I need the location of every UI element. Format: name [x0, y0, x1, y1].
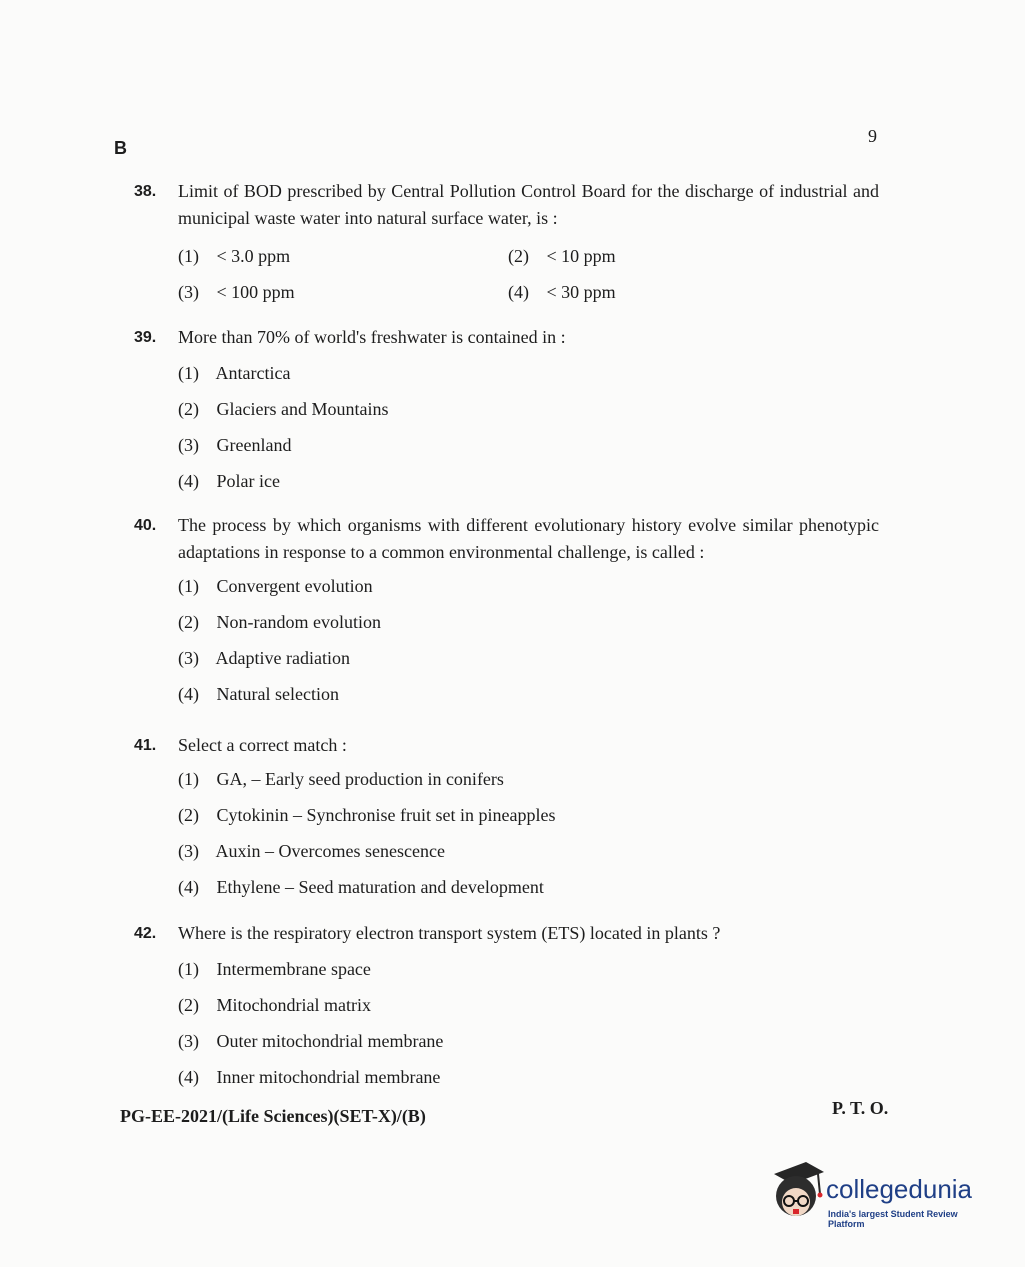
option-text: Convergent evolution	[216, 576, 373, 596]
question-number: 39.	[134, 329, 157, 346]
option-number: (4)	[508, 282, 529, 302]
option-3	[178, 833, 879, 869]
option-3	[178, 274, 508, 310]
option-2	[178, 987, 879, 1023]
option-number: (3)	[178, 1031, 199, 1051]
option-text: Inner mitochondrial membrane	[216, 1067, 441, 1087]
option-text: < 100 ppm	[216, 282, 295, 302]
question-42	[134, 920, 879, 1095]
question-40	[134, 512, 879, 712]
option-text: Non-random evolution	[216, 612, 381, 632]
option-text: Adaptive radiation	[215, 648, 350, 668]
option-4	[178, 463, 879, 499]
option-text: Natural selection	[216, 684, 339, 704]
option-1	[178, 761, 879, 797]
option-4	[508, 274, 838, 310]
brand-name: collegedunia	[826, 1174, 973, 1204]
option-4	[178, 869, 879, 905]
option-1	[178, 238, 508, 274]
question-38	[134, 178, 879, 310]
option-text: Auxin – Overcomes senescence	[215, 841, 445, 861]
option-number: (1)	[178, 959, 199, 979]
option-number: (1)	[178, 363, 199, 383]
mascot-icon	[766, 1160, 826, 1230]
option-number: (4)	[178, 684, 199, 704]
brand-tagline: India's largest Student Review Platform	[828, 1209, 958, 1229]
option-3	[178, 1023, 879, 1059]
pto-label: P. T. O.	[832, 1098, 889, 1118]
option-2	[178, 604, 879, 640]
set-letter: B	[114, 138, 127, 158]
option-number: (3)	[178, 282, 199, 302]
option-text: Mitochondrial matrix	[216, 995, 371, 1015]
option-number: (4)	[178, 877, 199, 897]
option-1	[178, 355, 879, 391]
option-text: < 10 ppm	[546, 246, 616, 266]
option-number: (2)	[178, 612, 199, 632]
question-text: Select a correct match :	[178, 735, 347, 755]
option-3	[178, 427, 879, 463]
option-number: (4)	[178, 471, 199, 491]
option-text: Polar ice	[216, 471, 280, 491]
exam-code: PG-EE-2021/(Life Sciences)(SET-X)/(B)	[120, 1106, 426, 1126]
option-2	[178, 797, 879, 833]
option-text: Outer mitochondrial membrane	[216, 1031, 444, 1051]
option-number: (3)	[178, 648, 199, 668]
question-text: Where is the respiratory electron transport system (ETS) located in plants ?	[178, 923, 721, 943]
option-number: (1)	[178, 576, 199, 596]
option-text: Cytokinin – Synchronise fruit set in pineapples	[216, 805, 556, 825]
option-4	[178, 676, 879, 712]
option-number: (4)	[178, 1067, 199, 1087]
option-number: (3)	[178, 435, 199, 455]
option-3	[178, 640, 879, 676]
question-number: 41.	[134, 737, 157, 754]
option-2	[178, 391, 879, 427]
question-number: 42.	[134, 925, 157, 942]
option-text: GA, – Early seed production in conifers	[216, 769, 504, 789]
option-4	[178, 1059, 879, 1095]
question-number: 38.	[134, 183, 157, 200]
option-text: < 3.0 ppm	[216, 246, 291, 266]
option-number: (2)	[508, 246, 529, 266]
question-text: Limit of BOD prescribed by Central Pollution Control Board for the discharge of industrial and municipal waste water into natural surface water, is :	[178, 181, 879, 228]
option-text: < 30 ppm	[546, 282, 616, 302]
question-text: More than 70% of world's freshwater is contained in :	[178, 327, 566, 347]
collegedunia-logo	[766, 1160, 996, 1230]
option-number: (2)	[178, 399, 199, 419]
option-number: (2)	[178, 995, 199, 1015]
option-text: Glaciers and Mountains	[216, 399, 389, 419]
question-number: 40.	[134, 517, 157, 534]
option-number: (3)	[178, 841, 199, 861]
option-text: Intermembrane space	[216, 959, 371, 979]
option-number: (2)	[178, 805, 199, 825]
option-2	[508, 238, 838, 274]
option-text: Greenland	[216, 435, 292, 455]
question-text: The process by which organisms with different evolutionary history evolve similar phenotypic adaptations in response to a common environmental challenge, is called :	[178, 515, 879, 562]
option-text: Antarctica	[215, 363, 291, 383]
option-text: Ethylene – Seed maturation and development	[216, 877, 544, 897]
option-1	[178, 951, 879, 987]
page-number: 9	[868, 126, 877, 146]
option-number: (1)	[178, 769, 199, 789]
option-number: (1)	[178, 246, 199, 266]
question-41	[134, 732, 879, 905]
question-39	[134, 324, 879, 499]
option-1	[178, 568, 879, 604]
